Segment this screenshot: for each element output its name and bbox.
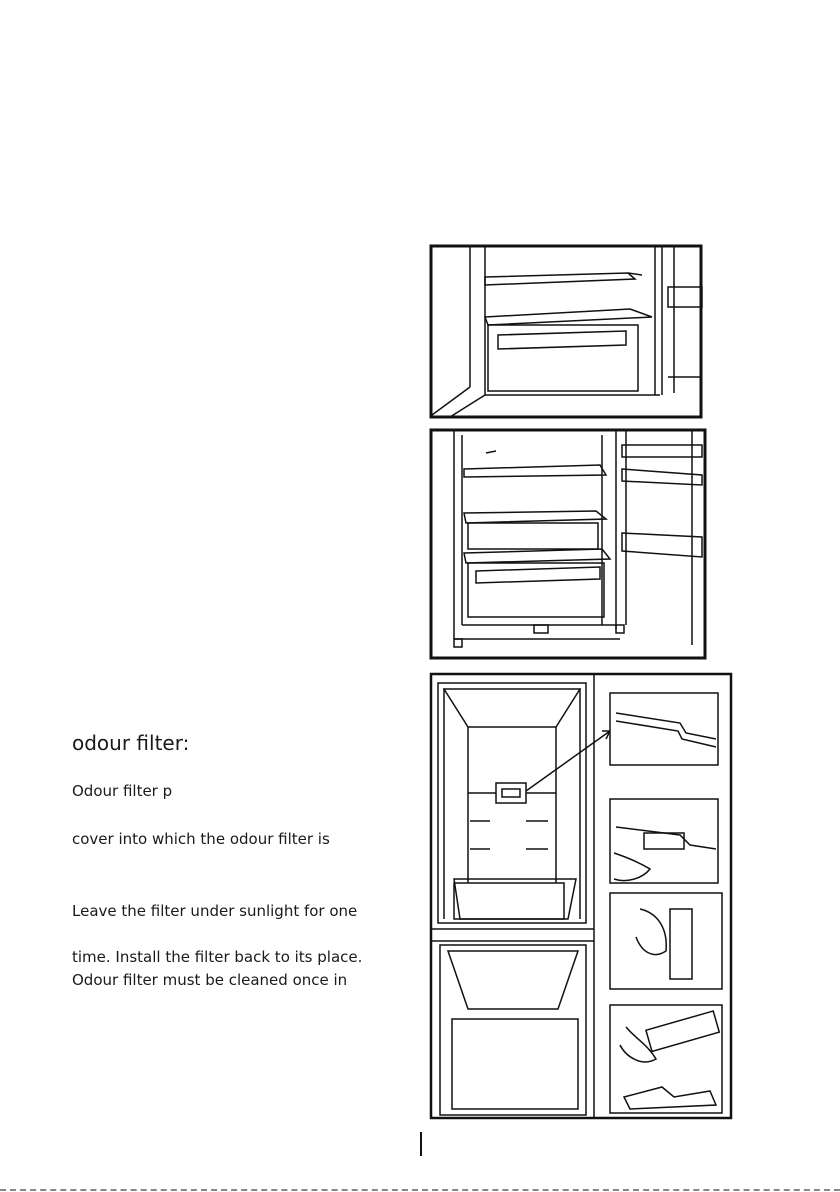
odour-filter-steps-figure (430, 673, 732, 1119)
fridge-open-door-figure (430, 429, 706, 659)
fridge-crisper-figure (430, 245, 702, 418)
body-line-4: time. Install the filter back to its place. (72, 948, 363, 966)
bottom-divider (0, 1189, 840, 1191)
section-heading: odour filter: (72, 731, 190, 755)
page-marker (420, 1132, 422, 1156)
body-line-5: Odour filter must be cleaned once in (72, 971, 348, 989)
body-line-1: Odour filter p (72, 782, 173, 800)
body-line-2: cover into which the odour filter is (72, 830, 330, 848)
body-line-3: Leave the filter under sunlight for one (72, 902, 358, 920)
